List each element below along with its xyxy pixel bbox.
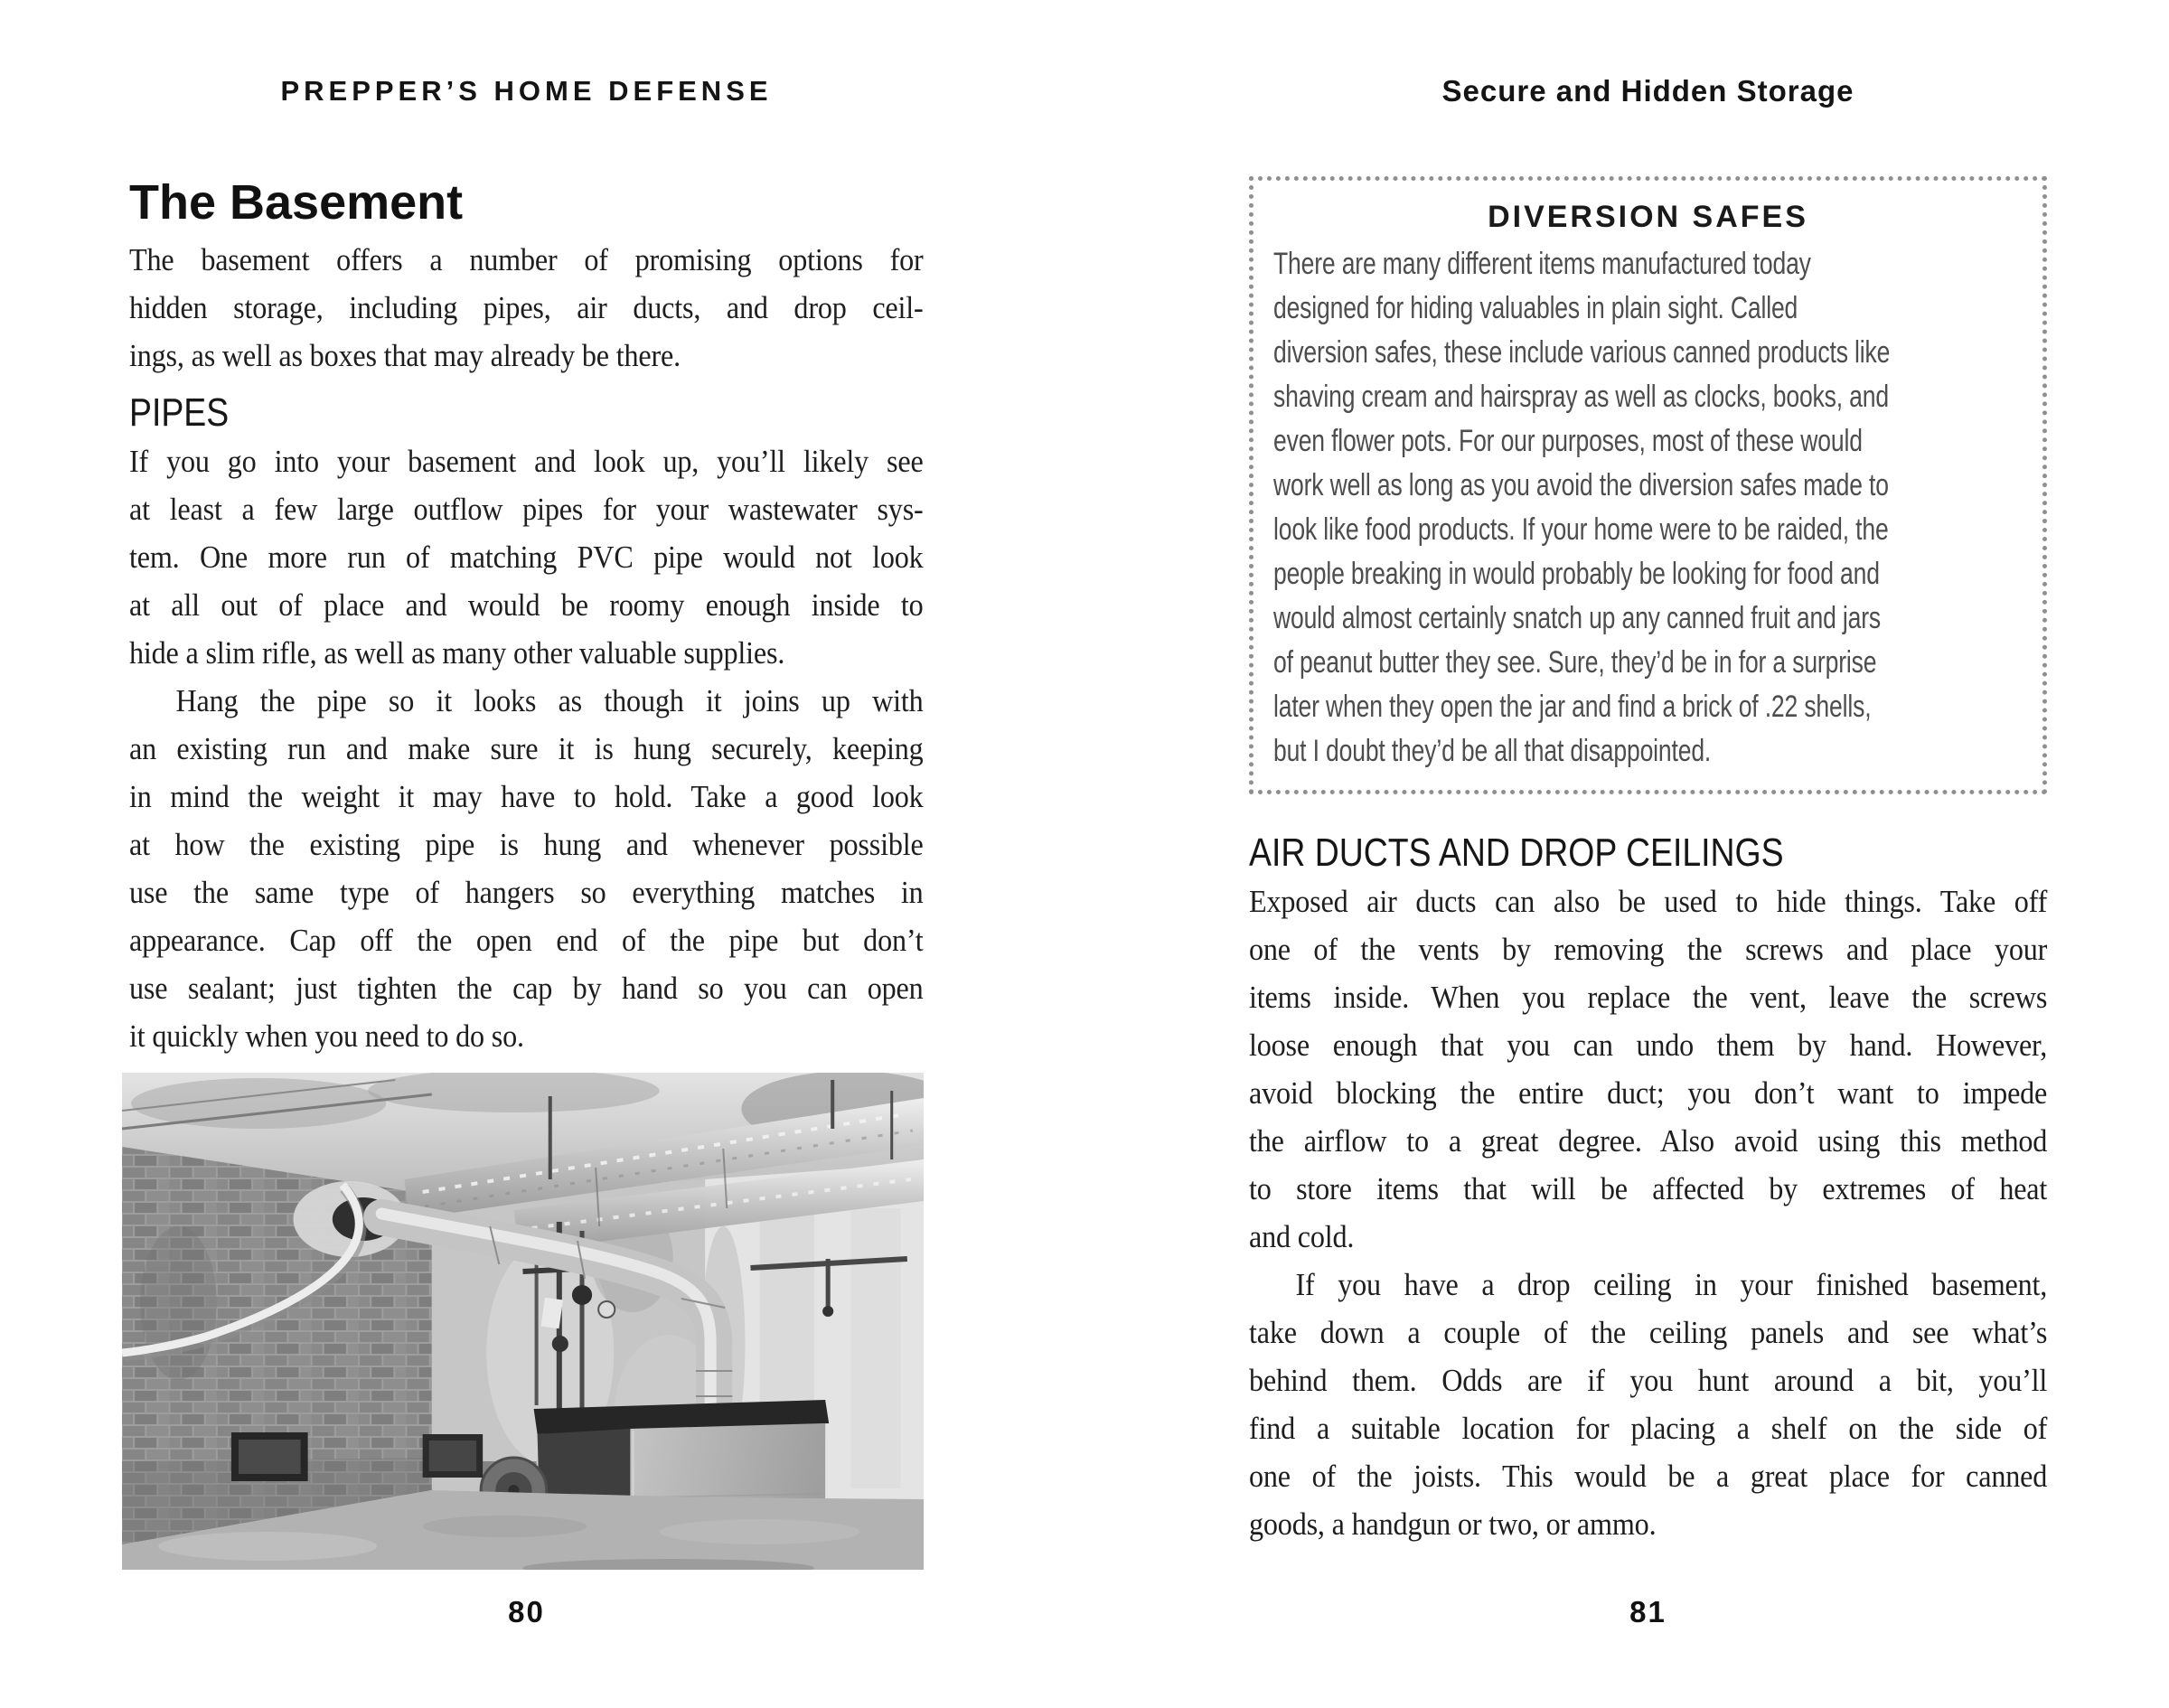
- running-head-left: PREPPER’S HOME DEFENSE: [280, 75, 773, 107]
- diversion-safes-box: [1249, 176, 2047, 794]
- page-number-left: 80: [508, 1595, 545, 1628]
- basement-photo: [122, 1073, 924, 1570]
- pipes-heading: PIPES: [129, 390, 230, 435]
- pipes-paragraph-2: Hang the pipe so it looks as though it joins up with an existing run and make sure it is hung securely, keeping in mind the weight it may have to hold. Take a good look at how the existing pipe is hung and whenever possible use the same type of hangers so everything matches in appearance. Cap off the open end of the pipe but don’t use sealant; just tighten the cap by hand so you can open it quickly when you need to do so.: [129, 683, 924, 1054]
- page-number-right: 81: [1629, 1595, 1667, 1628]
- air-ducts-paragraph-1: Exposed air ducts can also be used to hide things. Take off one of the vents by removing the screws and place your items inside. When you replace the vent, leave the screws loose enough that you can undo them by hand. However, avoid blocking the entire duct; you don’t want to impede the airflow to a great degree. Also avoid using this method to store items that will be affected by extremes of heat and cold.: [1249, 884, 2048, 1254]
- chapter-title: The Basement: [129, 175, 464, 230]
- pipes-paragraph-1: If you go into your basement and look up, you’ll likely see at least a few large outflow pipes for your wastewater sys- tem. One more run of matching PVC pipe would not look at all out of place and would be roomy enough inside to hide a slim rifle, as well as many other valuable supplies.: [129, 444, 924, 671]
- air-ducts-heading: AIR DUCTS AND DROP CEILINGS: [1249, 831, 1784, 875]
- right-page: [1249, 75, 2047, 1548]
- diversion-safes-text: There are many different items manufactured today designed for hiding valuables in plain sight. Called diversion safes, these include various canned products like shaving cream and hairspray as well as clocks, books, and even flower pots. For our purposes, most of these would work well as long as you avoid the diversion safes made to look like food products. If your home were to be raided, the people breaking in would probably be looking for food and would almost certainly snatch up any canned fruit and jars of peanut butter they see. Sure, they’d be in for a surprise later when they open the jar and find a brick of .22 shells, but I doubt they’d be all that disappointed.: [1273, 247, 1891, 768]
- running-head-right: Secure and Hidden Storage: [1441, 74, 1854, 108]
- basement-photo-graphic: [122, 1073, 924, 1570]
- intro-paragraph: The basement offers a number of promising options for hidden storage, including pipes, air ducts, and drop ceil- ings, as well as boxes that may already be there.: [129, 242, 924, 373]
- air-ducts-paragraph-2: If you have a drop ceiling in your finished basement, take down a couple of the ceiling panels and see what’s behind them. Odds are if you hunt around a bit, you’ll find a suitable location for placing a shelf on the side of one of the joists. This would be a great place for canned goods, a handgun or two, or ammo.: [1249, 1267, 2048, 1542]
- left-page: [129, 75, 924, 1570]
- diversion-safes-title: DIVERSION SAFES: [1488, 200, 1808, 234]
